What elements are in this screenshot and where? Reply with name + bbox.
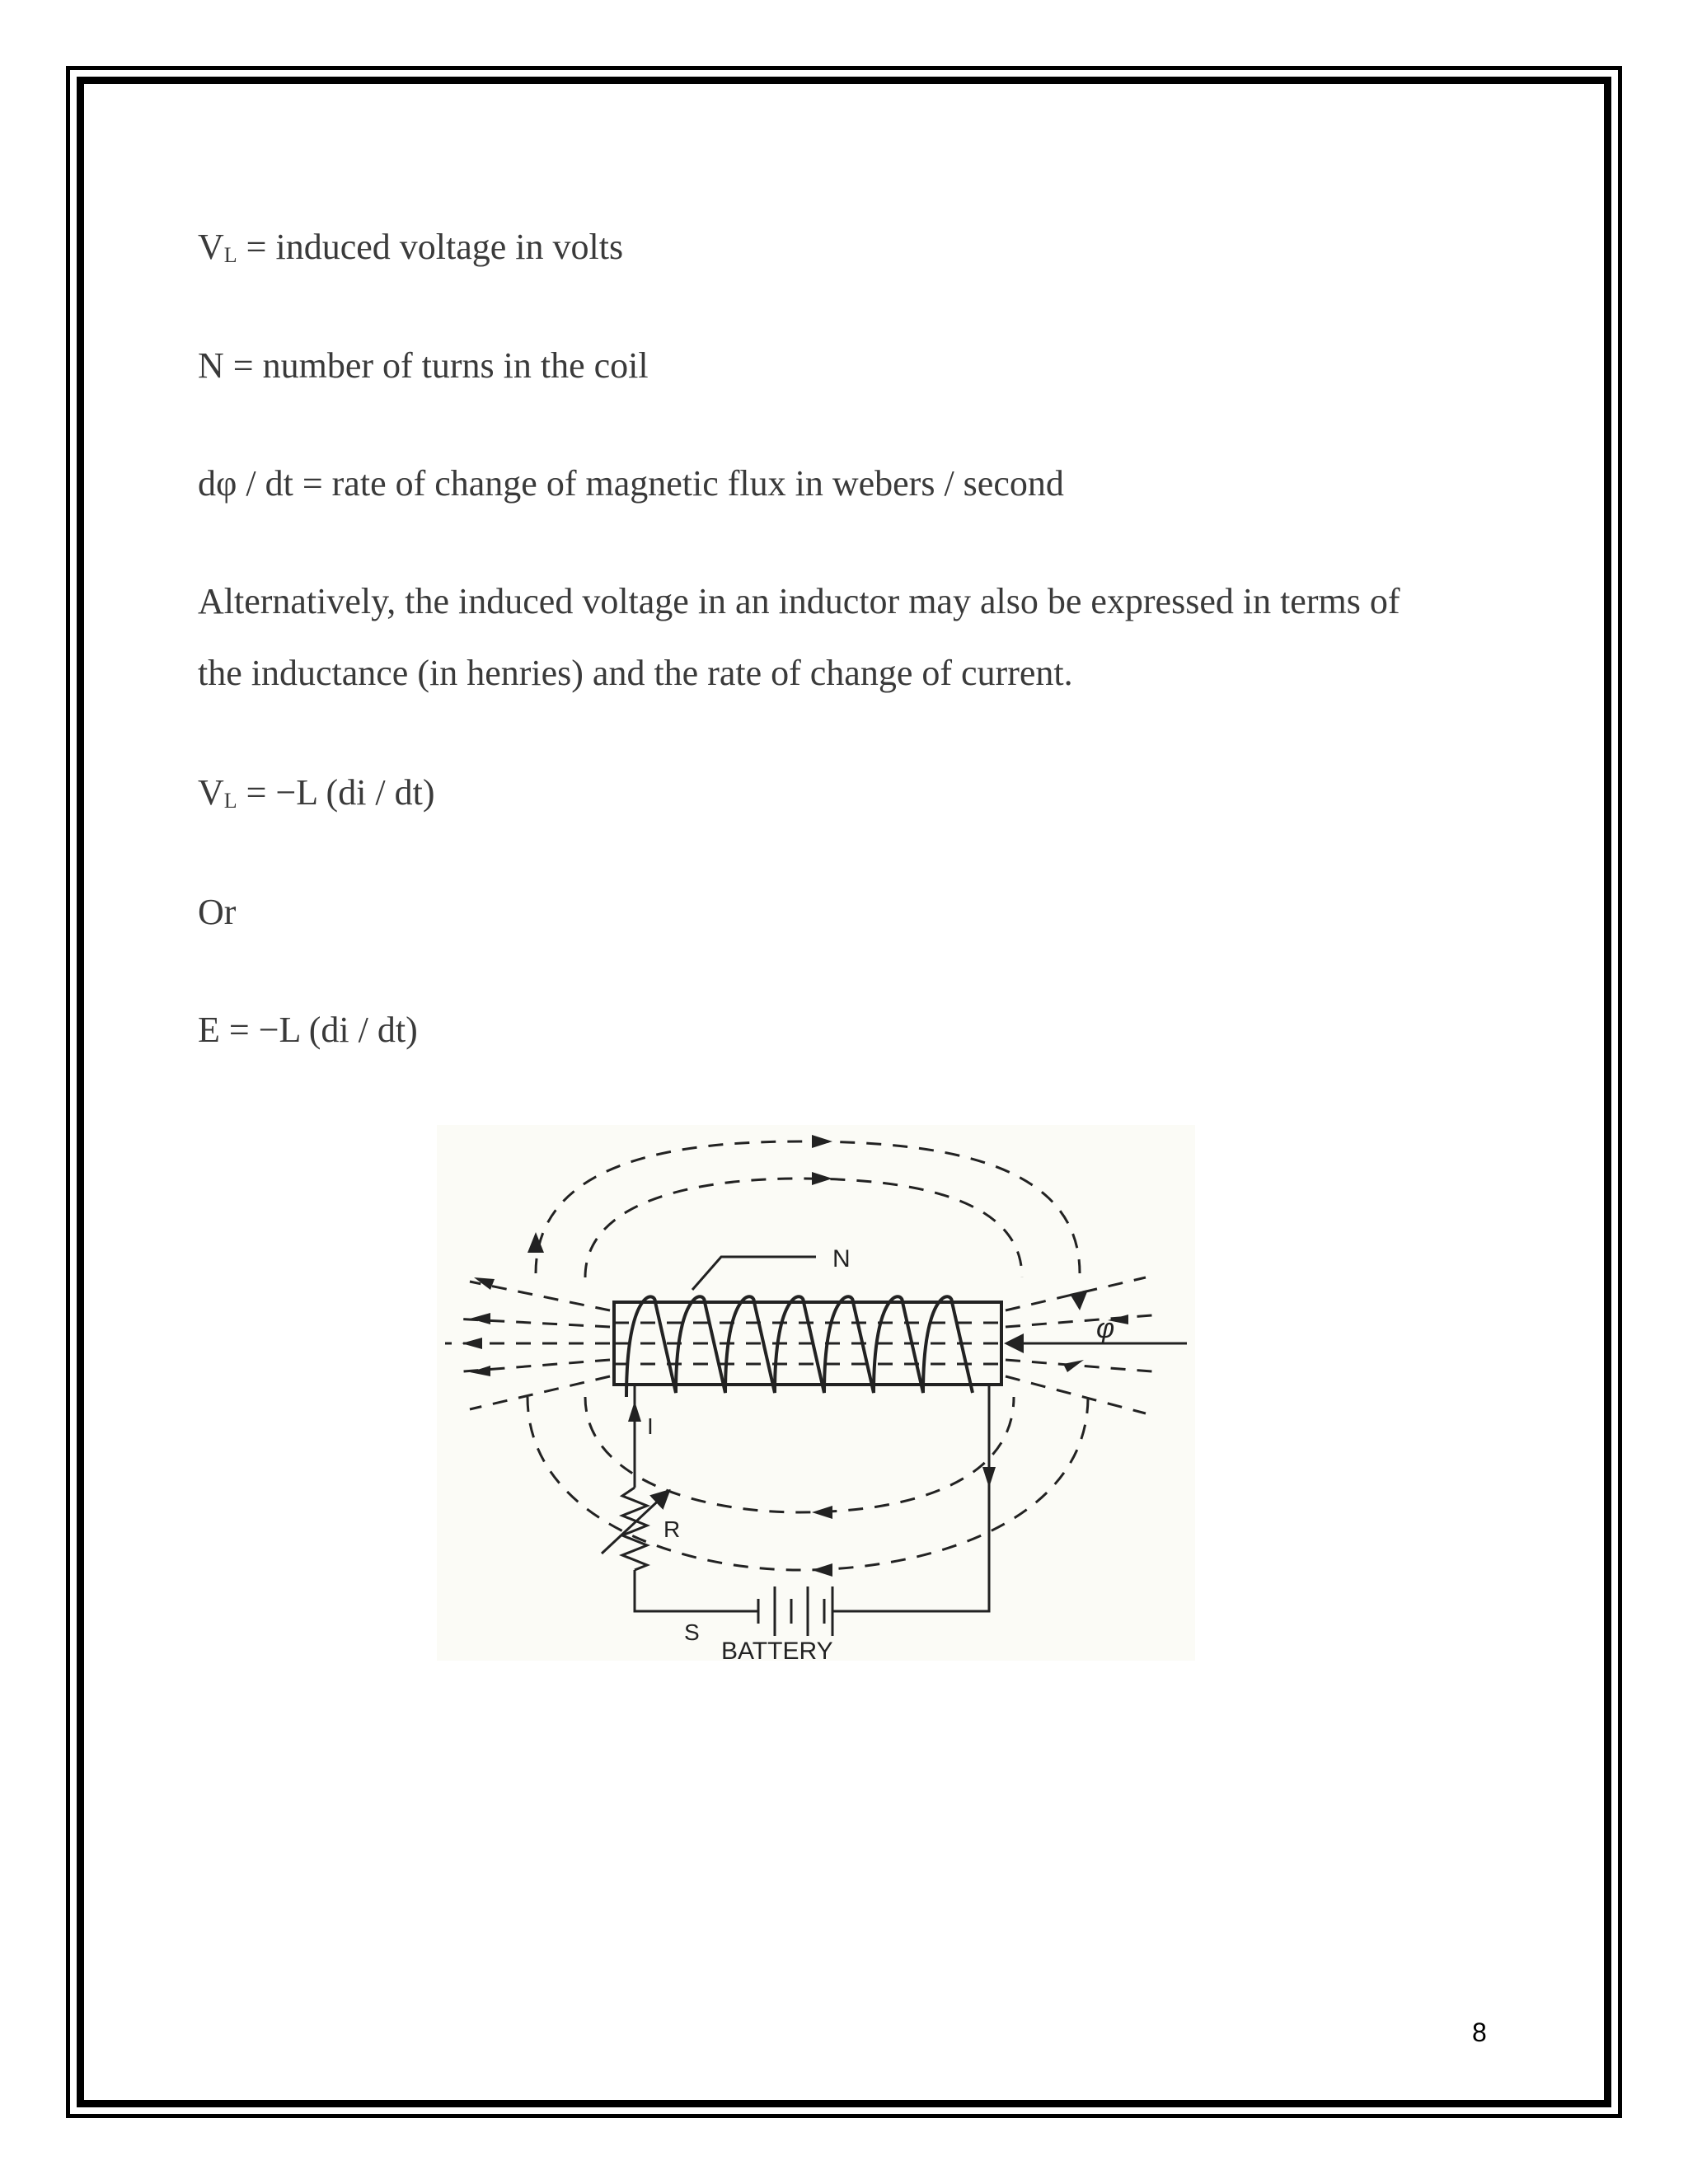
equation-vl: $V_L = -L$ (di / dt) <box>198 772 435 813</box>
alternative-paragraph-line1: Alternatively, the induced voltage in an inductor may also be expressed in terms of <box>198 581 1400 621</box>
flux-definition: dφ / dt = rate of change of magnetic flux in webers / second <box>198 463 1064 504</box>
label-current: I <box>647 1413 654 1439</box>
label-battery: BATTERY <box>721 1638 833 1661</box>
or-text: Or <box>198 892 237 932</box>
equation-e: E = −L (di / dt) <box>198 1010 418 1050</box>
page-number: 8 <box>1472 2018 1487 2047</box>
label-switch: S <box>684 1619 700 1645</box>
inductor-circuit-figure <box>437 1125 1195 1661</box>
vl-definition: $V_L$ = induced voltage in volts <box>198 227 624 267</box>
label-phi: φ <box>1096 1313 1115 1344</box>
alternative-paragraph-line2: the inductance (in henries) and the rate of change of current. <box>198 653 1073 693</box>
label-n: N <box>832 1245 851 1272</box>
n-definition: N = number of turns in the coil <box>198 345 649 386</box>
label-resistor: R <box>663 1516 681 1542</box>
inductor-diagram <box>437 1125 1195 1661</box>
